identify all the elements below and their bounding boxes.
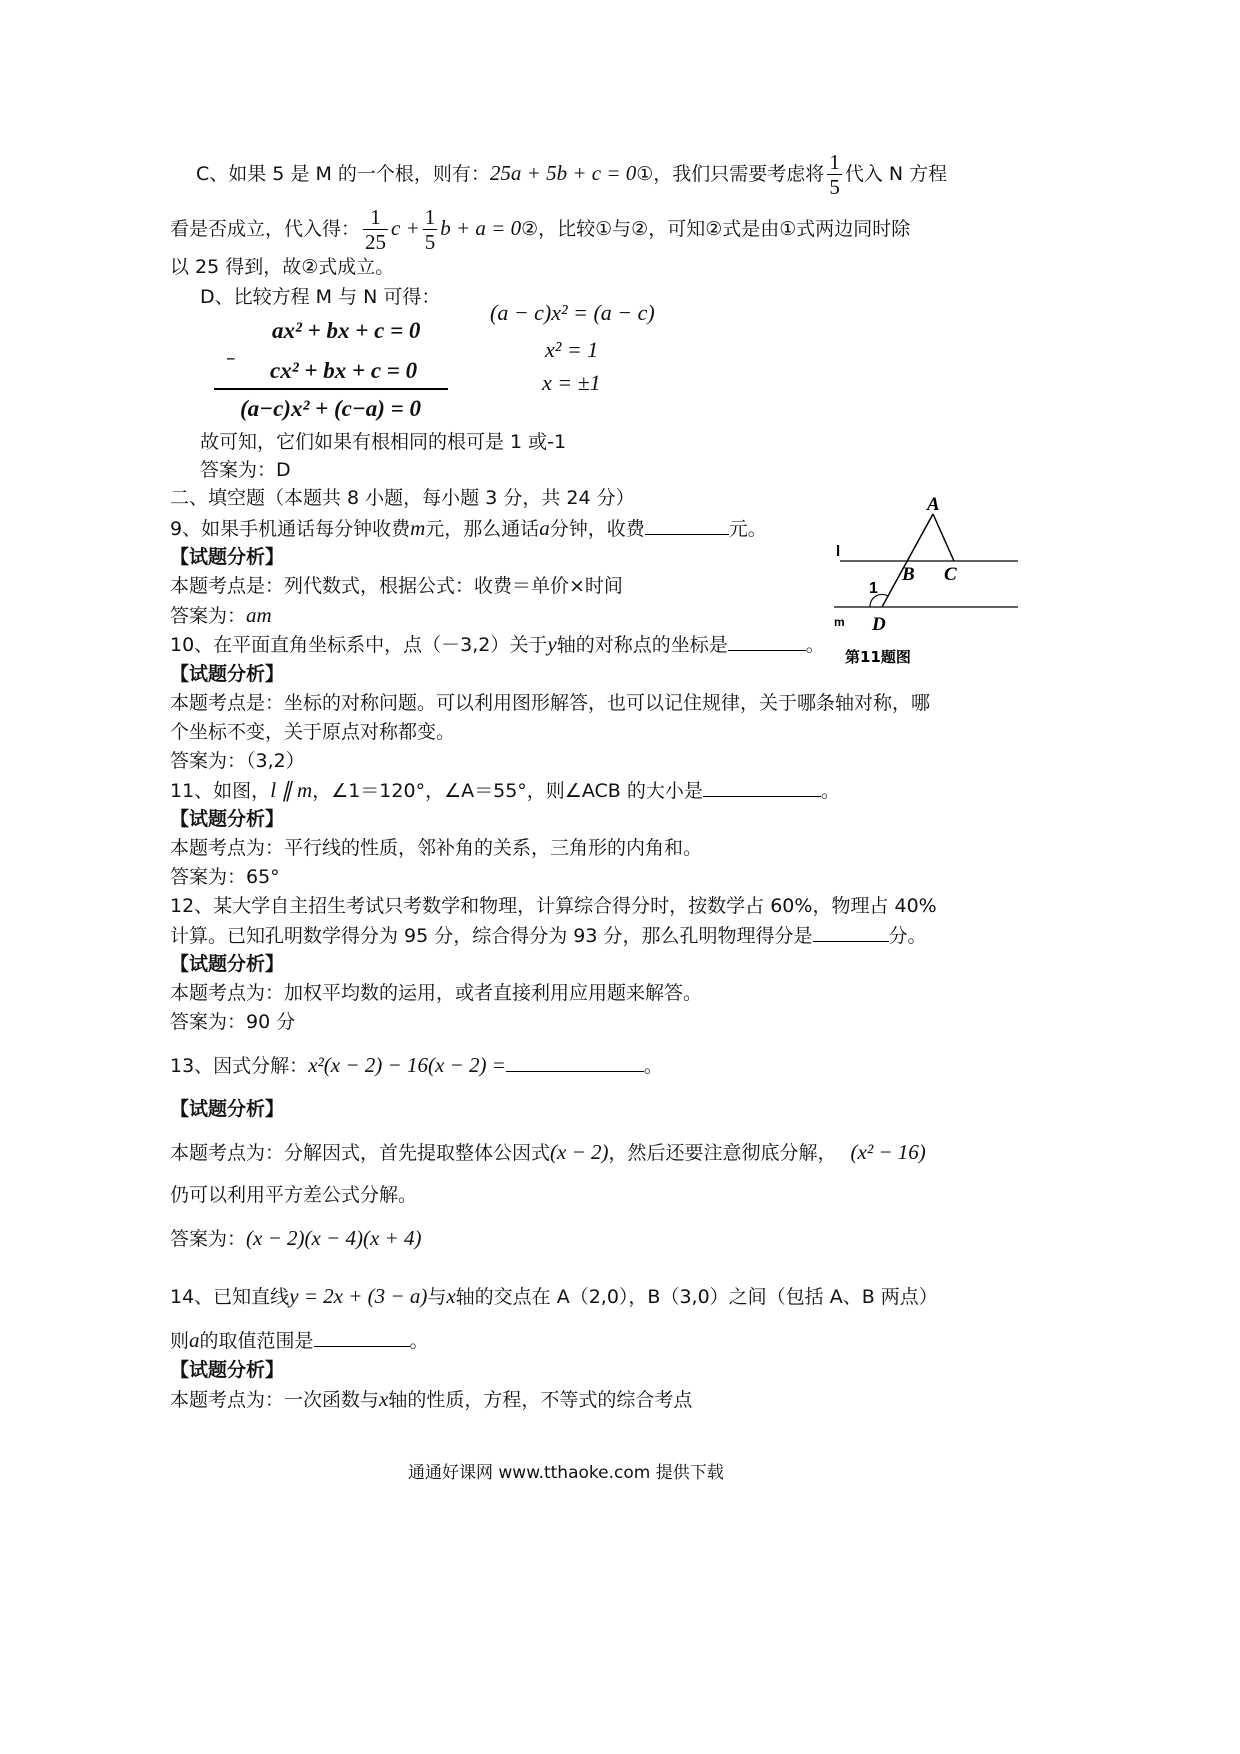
q10-question: 10、在平面直角坐标系中，点（－3,2）关于y轴的对称点的坐标是 。: [170, 632, 825, 656]
text: C、如果 5 是 M 的一个根，则有：: [196, 163, 490, 185]
q12-answer: 答案为：90 分: [170, 1011, 296, 1033]
minus-sign: –: [226, 347, 236, 369]
label-c: C: [944, 564, 957, 585]
eq-bold-2: cx² + bx + c = 0: [270, 358, 418, 383]
eq-right-3: x = ±1: [542, 370, 601, 395]
math-expr: x²(x − 2) − 16(x − 2) =: [308, 1053, 506, 1077]
label-b: B: [902, 564, 915, 585]
q13-question: 13、因式分解：x²(x − 2) − 16(x − 2) = 。: [170, 1053, 663, 1077]
page-footer: 通通好课网 www.tthaoke.com 提供下载: [408, 1463, 724, 1483]
eq-bold-3: (a−c)x² + (c−a) = 0: [240, 396, 422, 421]
section-2-heading: 二、填空题（本题共 8 小题，每小题 3 分，共 24 分）: [170, 487, 635, 509]
q14-analysis-heading: 【试题分析】: [170, 1359, 285, 1381]
q9-analysis: 本题考点是：列代数式，根据公式：收费＝单价×时间: [170, 575, 623, 597]
var-y: y: [547, 632, 557, 656]
line-equation: y = 2x + (3 − a): [289, 1284, 428, 1308]
label-d: D: [872, 614, 886, 635]
q11-analysis-heading: 【试题分析】: [170, 808, 285, 830]
d-answer: 答案为：D: [200, 459, 291, 481]
subtraction-rule: [214, 388, 448, 390]
answer-blank[interactable]: [703, 778, 821, 797]
q12-analysis: 本题考点为：加权平均数的运用，或者直接利用应用题来解答。: [170, 982, 703, 1004]
q10-analysis-1: 本题考点是：坐标的对称问题。可以利用图形解答，也可以记住规律，关于哪条轴对称，哪: [170, 692, 931, 714]
answer-blank[interactable]: [506, 1053, 644, 1072]
figure-caption: 第11题图: [845, 648, 911, 666]
q13-analysis-2: 仍可以利用平方差公式分解。: [170, 1184, 418, 1206]
answer-blank[interactable]: [314, 1328, 410, 1347]
answer-blank[interactable]: [728, 632, 806, 651]
c-line-1: [196, 150, 947, 199]
segment-ac: [933, 514, 954, 561]
eq-bold-1: ax² + bx + c = 0: [272, 318, 421, 343]
q10-answer: 答案为：（3,2）: [170, 750, 305, 772]
q10-analysis-heading: 【试题分析】: [170, 663, 285, 685]
q12-analysis-heading: 【试题分析】: [170, 953, 285, 975]
label-a: A: [927, 494, 940, 515]
q11-question: 11、如图，l ∥ m，∠1＝120°，∠A＝55°，则∠ACB 的大小是 。: [170, 778, 840, 802]
q9-answer: 答案为：am: [170, 603, 272, 627]
q13-analysis-heading: 【试题分析】: [170, 1098, 285, 1120]
q14-question-1: 14、已知直线y = 2x + (3 − a)与x轴的交点在 A（2,0），B（3,0）之间（包括 A、B 两点）: [170, 1284, 938, 1308]
fraction-1-25: $\frac{1}{25}$: [365, 205, 387, 254]
eq-right-1: (a − c)x² = (a − c): [490, 300, 655, 325]
text: ②，比较①与②，可知②式是由①式两边同时除: [521, 218, 911, 240]
math: c +: [391, 216, 420, 240]
answer-blank[interactable]: [813, 923, 889, 942]
q12-question-1: 12、某大学自主招生考试只考数学和物理，计算综合得分时，按数学占 60%，物理占 40%: [170, 895, 937, 917]
var-a: a: [539, 516, 550, 540]
q9-analysis-heading: 【试题分析】: [170, 546, 285, 568]
math-eq-1: 25a + 5b + c = 0: [489, 161, 637, 185]
text: ①，我们只需要考虑将: [636, 163, 825, 185]
d-intro: D、比较方程 M 与 N 可得：: [200, 286, 441, 308]
c-line-2: [170, 205, 910, 254]
q13-answer: 答案为：(x − 2)(x − 4)(x + 4): [170, 1226, 422, 1250]
text: 代入 N 方程: [844, 163, 948, 185]
q11-answer: 答案为：65°: [170, 866, 280, 888]
d-conclusion: 故可知，它们如果有根相同的根可是 1 或-1: [200, 431, 567, 453]
label-angle-1: 1: [869, 580, 878, 597]
eq-right-2: x² = 1: [545, 337, 599, 362]
var-m: m: [410, 516, 426, 540]
fraction-1-5: $\frac{1}{5}$: [424, 205, 436, 254]
math: b + a = 0: [440, 216, 522, 240]
c-line-3: 以 25 得到，故②式成立。: [170, 256, 395, 278]
text: 看是否成立，代入得：: [170, 218, 361, 240]
label-l: l: [836, 543, 841, 560]
geometry-figure-q11: [820, 490, 1030, 670]
fraction-one-fifth: $\frac{1}{5}$: [829, 150, 840, 199]
answer-blank[interactable]: [645, 516, 729, 535]
q14-analysis: 本题考点为：一次函数与x轴的性质，方程，不等式的综合考点: [170, 1387, 693, 1411]
q13-analysis-1: 本题考点为：分解因式，首先提取整体公因式(x − 2)，然后还要注意彻底分解， (x² − 16): [170, 1140, 926, 1164]
q9-question: 9、如果手机通话每分钟收费m元，那么通话a分钟，收费 元。: [170, 516, 767, 540]
parallel-lm: l ∥ m: [270, 778, 313, 802]
q12-question-2: 计算。已知孔明数学得分为 95 分，综合得分为 93 分，那么孔明物理得分是 分。: [170, 925, 927, 947]
q11-analysis: 本题考点为：平行线的性质，邻补角的关系，三角形的内角和。: [170, 837, 703, 859]
label-m: m: [834, 615, 845, 629]
q14-question-2: 则a的取值范围是 。: [170, 1328, 429, 1352]
q10-analysis-2: 个坐标不变，关于原点对称都变。: [170, 721, 456, 743]
